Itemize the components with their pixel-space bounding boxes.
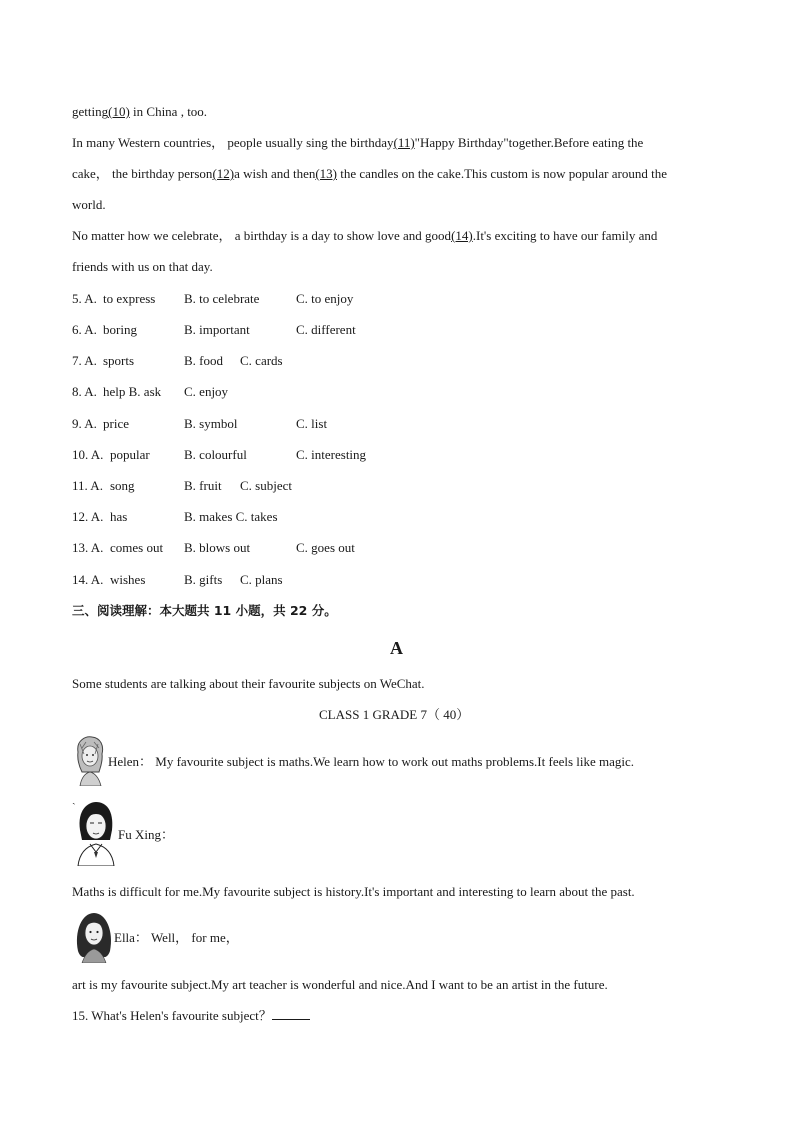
fuxing-name: Fu Xing： [118, 827, 174, 842]
option-b: B. makes C. takes [184, 509, 278, 524]
question-15 [72, 1007, 310, 1025]
option-a: price [103, 416, 129, 431]
blank-13: (13) [315, 166, 338, 181]
fuxing-avatar [74, 800, 118, 866]
option-a: sports [103, 353, 135, 368]
question-9 [72, 415, 472, 433]
option-a: song [110, 478, 135, 493]
option-c: C. interesting [296, 447, 367, 462]
blank-12: (12) [212, 166, 235, 181]
section-heading: 三、阅读理解：本大题共 11 小题，共 22 分。 [72, 603, 337, 618]
option-a: wishes [110, 572, 146, 587]
stray-mark: ˎ [72, 793, 76, 805]
question-number: 9. A. [72, 416, 97, 431]
passage-line-3 [72, 165, 667, 183]
option-c: C. cards [240, 353, 283, 368]
text: cake， the birthday person [72, 166, 213, 181]
question-15-text: 15. What's Helen's favourite subject？ [72, 1008, 272, 1023]
question-14 [72, 571, 472, 589]
blank-14: (14) [451, 228, 473, 243]
option-b: B. to celebrate [184, 291, 260, 306]
question-7 [72, 352, 472, 370]
text: In many Western countries， people usually sing the birthday [72, 135, 394, 150]
option-c: C. subject [240, 478, 292, 493]
reading-intro: Some students are talking about their favourite subjects on WeChat. [72, 676, 425, 691]
text: .It's exciting to have our family and [472, 228, 658, 243]
option-c: C. goes out [296, 540, 355, 555]
option-c: C. plans [240, 572, 283, 587]
passage-line-5 [72, 227, 657, 245]
option-a: boring [103, 322, 137, 337]
text: No matter how we celebrate， a birthday is a day to show love and good [72, 228, 452, 243]
passage-line-2 [72, 134, 643, 152]
option-a: comes out [110, 540, 164, 555]
question-12 [72, 508, 472, 526]
option-a: has [110, 509, 128, 524]
option-c: C. list [296, 416, 328, 431]
option-b: B. gifts [184, 572, 223, 587]
question-13 [72, 539, 472, 557]
text: the candles on the cake.This custom is now popular around the [337, 166, 667, 181]
question-number: 14. A. [72, 572, 104, 587]
option-c: C. to enjoy [296, 291, 354, 306]
question-11 [72, 477, 472, 495]
question-number: 6. A. [72, 322, 97, 337]
text: in China , too. [129, 104, 208, 119]
question-number: 5. A. [72, 291, 97, 306]
question-number: 13. A. [72, 540, 104, 555]
question-number: 12. A. [72, 509, 104, 524]
question-6 [72, 321, 472, 339]
answer-blank[interactable] [272, 1007, 310, 1020]
blank-10: (10) [108, 104, 130, 119]
text: a wish and then [234, 166, 316, 181]
helen-avatar [72, 734, 112, 786]
ella-message: art is my favourite subject.My art teacher is wonderful and nice.And I want to be an artist in the future. [72, 977, 608, 992]
option-b: B. symbol [184, 416, 238, 431]
option-c: C. different [296, 322, 356, 337]
option-b: B. important [184, 322, 250, 337]
option-a: to express [103, 291, 156, 306]
question-number: 8. A. [72, 384, 97, 399]
ella-name: Ella： Well， for me， [114, 930, 239, 945]
ella-avatar [74, 911, 114, 963]
option-b: B. food [184, 353, 223, 368]
question-number: 10. A. [72, 447, 104, 462]
option-a: popular [110, 447, 150, 462]
passage-line-6: friends with us on that day. [72, 259, 213, 274]
question-5 [72, 290, 472, 308]
question-number: 11. A. [72, 478, 103, 493]
option-b: B. fruit [184, 478, 222, 493]
passage-line-4: world. [72, 197, 106, 212]
helen-message: Helen： My favourite subject is maths.We learn how to work out maths problems.It feels like magic. [108, 754, 635, 769]
option-b: C. enjoy [184, 384, 229, 399]
group-title: CLASS 1 GRADE 7（ 40） [319, 707, 470, 722]
text: getting [72, 104, 109, 119]
option-b: B. blows out [184, 540, 251, 555]
blank-11: (11) [393, 135, 415, 150]
option-a: help B. ask [103, 384, 162, 399]
passage-heading: A [390, 638, 403, 658]
fuxing-message: Maths is difficult for me.My favourite subject is history.It's important and interesting to learn about the past. [72, 884, 635, 899]
question-8 [72, 383, 472, 401]
option-b: B. colourful [184, 447, 247, 462]
passage-line-1 [72, 103, 207, 121]
question-number: 7. A. [72, 353, 97, 368]
question-10 [72, 446, 472, 464]
text: "Happy Birthday"together.Before eating the [414, 135, 644, 150]
